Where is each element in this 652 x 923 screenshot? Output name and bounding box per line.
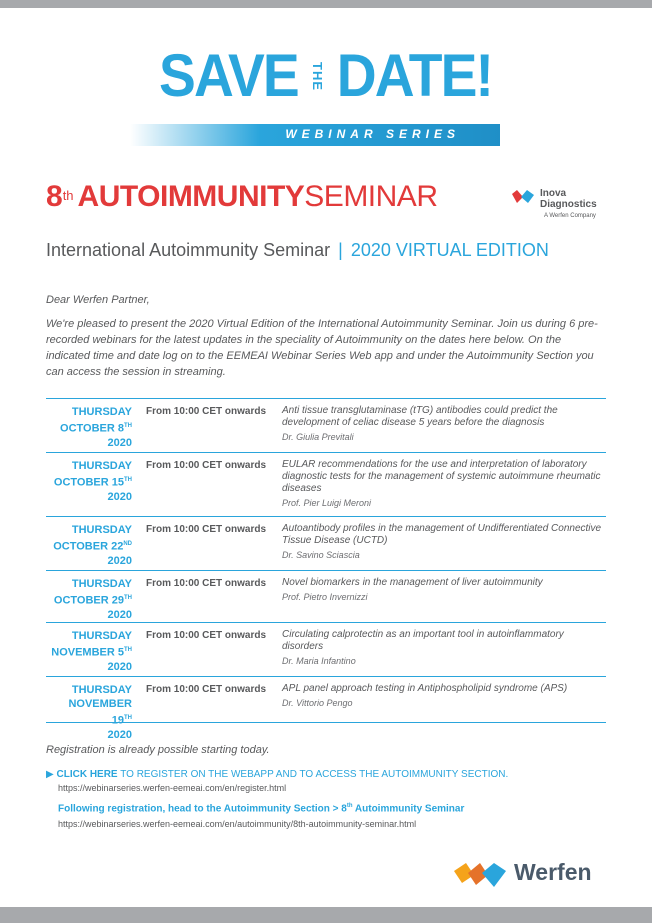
topic-title: EULAR recommendations for the use and interpretation of laboratory diagnostic tests for the management of systemic autoimmune rheumatic diseases	[282, 459, 601, 494]
date-day: THURSDAY	[71, 460, 132, 472]
date-suffix: TH	[124, 647, 132, 653]
webinar-topic	[282, 459, 606, 509]
date-day: THURSDAY	[71, 524, 132, 536]
seminar-title	[46, 180, 437, 220]
table-row	[46, 398, 606, 452]
save-word: SAVE	[158, 42, 298, 109]
inova-diagnostics-logo	[512, 188, 622, 224]
date-month: OCTOBER 22	[53, 540, 124, 553]
follow-text-a: Following registration, head to the Autoimmunity Section > 8	[58, 803, 347, 815]
date-month: OCTOBER 8	[60, 422, 124, 435]
date-suffix: TH	[124, 715, 132, 721]
topic-speaker: Prof. Pietro Invernizzi	[282, 592, 368, 602]
seminar-url[interactable]: https://webinarseries.werfen-eemeai.com/en/autoimmunity/8th-autoimmunity-seminar.html	[58, 819, 417, 829]
topic-speaker: Dr. Giulia Previtali	[282, 432, 354, 442]
date-month: OCTOBER 29	[53, 594, 124, 607]
date-year: 2020	[107, 490, 132, 503]
webinar-time: From 10:00 CET onwards	[146, 524, 267, 535]
table-row	[46, 516, 606, 570]
topic-speaker: Dr. Vittorio Pengo	[282, 698, 353, 708]
click-here-link[interactable]: CLICK HERE	[56, 769, 118, 780]
subtitle	[46, 240, 549, 261]
webinar-time: From 10:00 CET onwards	[146, 578, 267, 589]
topic-title: Anti tissue transglutaminase (tTG) antibodies could predict the development of celiac disease 5 years before the diagnosis	[282, 405, 558, 428]
date-word: DATE!	[337, 42, 493, 109]
table-row	[46, 622, 606, 676]
topic-title: Autoantibody profiles in the management of Undifferentiated Connective Tissue Disease (UCTD)	[282, 523, 602, 546]
the-word: THE	[310, 61, 326, 91]
topic-speaker: Prof. Pier Luigi Meroni	[282, 498, 372, 508]
date-year: 2020	[107, 728, 132, 741]
date-year: 2020	[107, 608, 132, 621]
webinar-date	[46, 577, 132, 622]
date-month: NOVEMBER 19	[68, 698, 132, 727]
subtitle-right: 2020 VIRTUAL EDITION	[350, 240, 549, 260]
webinar-series-label: WEBINAR SERIES	[285, 127, 460, 141]
webinar-date	[46, 629, 132, 674]
webinar-time: From 10:00 CET onwards	[146, 630, 267, 641]
webinar-topic	[282, 577, 606, 603]
date-suffix: TH	[124, 423, 132, 429]
date-day: THURSDAY	[71, 630, 132, 642]
date-month: OCTOBER 15	[53, 476, 124, 489]
webinar-date	[46, 683, 132, 742]
webinar-time: From 10:00 CET onwards	[146, 684, 267, 695]
follow-text-b: Autoimmunity Seminar	[352, 803, 465, 815]
save-the-date-title	[0, 36, 652, 116]
follow-instruction	[58, 803, 464, 814]
topic-speaker: Dr. Savino Sciascia	[282, 550, 360, 560]
werfen-wordmark: Werfen	[514, 859, 592, 885]
date-day: THURSDAY	[71, 406, 132, 418]
webinar-date	[46, 523, 132, 568]
seminar-number: 8	[46, 180, 63, 213]
seminar-number-suffix: th	[62, 187, 74, 203]
webinar-topic	[282, 629, 606, 667]
inova-mark-icon	[512, 190, 534, 204]
seminar-title-bold: AUTOIMMUNITY	[77, 180, 305, 213]
subtitle-divider: |	[338, 240, 343, 260]
date-day: THURSDAY	[71, 578, 132, 590]
date-year: 2020	[107, 436, 132, 449]
greeting: Dear Werfen Partner,	[46, 294, 150, 306]
play-arrow-icon: ▶	[46, 769, 54, 780]
topic-title: Novel biomarkers in the management of liver autoimmunity	[282, 577, 543, 588]
webinar-topic	[282, 683, 606, 709]
webinar-time: From 10:00 CET onwards	[146, 460, 267, 471]
subtitle-left: International Autoimmunity Seminar	[46, 240, 331, 260]
date-suffix: TH	[124, 477, 132, 483]
date-day: THURSDAY	[71, 684, 132, 696]
table-row	[46, 676, 606, 741]
inova-tagline: A Werfen Company	[544, 213, 596, 219]
webinar-series-banner	[130, 124, 500, 146]
table-row	[46, 570, 606, 622]
inova-diagnostics: Diagnostics	[540, 199, 597, 210]
intro-paragraph: We're pleased to present the 2020 Virtual Edition of the International Autoimmunity Seminar. Join us during 6 pre-recorded webinars for the latest updates in the speciality of Autoimmunity on the dates here below. On the indicated time and date log on to the EEMEAI Webinar Series Web app and under the Autoimmunity Section you can access the session in streaming.	[46, 318, 598, 378]
webinar-date	[46, 459, 132, 504]
webinar-topic	[282, 523, 606, 561]
inova-name: Inova	[540, 188, 567, 199]
register-link[interactable]	[46, 769, 508, 780]
topic-speaker: Dr. Maria Infantino	[282, 656, 356, 666]
register-link-text: TO REGISTER ON THE WEBAPP AND TO ACCESS THE AUTOIMMUNITY SECTION.	[117, 769, 509, 780]
follow-suffix: th	[346, 803, 353, 809]
date-year: 2020	[107, 660, 132, 673]
webinar-time: From 10:00 CET onwards	[146, 406, 267, 417]
top-bar	[0, 0, 652, 8]
date-year: 2020	[107, 554, 132, 567]
seminar-title-light: SEMINAR	[304, 180, 438, 213]
bottom-bar	[0, 907, 652, 923]
register-url[interactable]: https://webinarseries.werfen-eemeai.com/en/register.html	[58, 783, 287, 793]
webinar-date	[46, 405, 132, 450]
table-bottom-rule	[46, 722, 606, 723]
table-row	[46, 452, 606, 516]
werfen-mark-icon	[454, 861, 506, 889]
topic-title: Circulating calprotectin as an important tool in autoinflammatory disorders	[282, 629, 564, 652]
date-suffix: ND	[123, 541, 132, 547]
topic-title: APL panel approach testing in Antiphospholipid syndrome (APS)	[282, 683, 568, 694]
webinar-schedule-table	[46, 398, 606, 741]
date-suffix: TH	[124, 595, 132, 601]
date-month: NOVEMBER 5	[51, 646, 124, 659]
werfen-logo	[454, 859, 614, 889]
webinar-topic	[282, 405, 606, 443]
registration-note: Registration is already possible starting today.	[46, 744, 270, 756]
